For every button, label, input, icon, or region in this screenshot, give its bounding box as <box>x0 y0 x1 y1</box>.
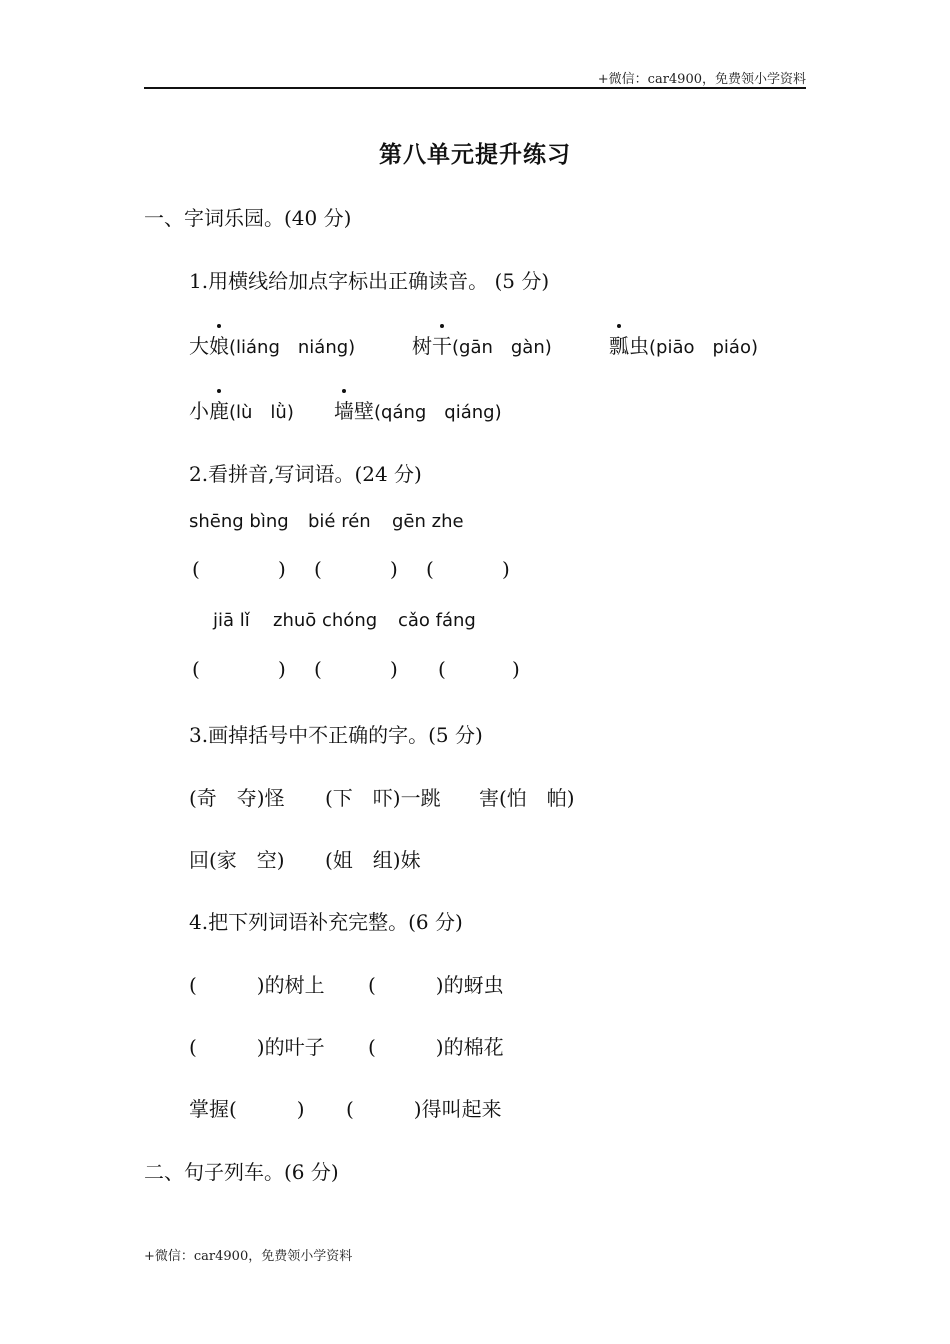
section1-heading: 一、字词乐园。(40 分) <box>144 206 352 230</box>
q1-item-4-pre: 小 <box>189 399 209 423</box>
q1-item-3-options: (piāo piáo) <box>649 337 758 358</box>
q1-item-5-post: 壁 <box>354 399 374 423</box>
q2-blank-2-open: ( <box>314 557 322 581</box>
q2-blank-1-open: ( <box>192 557 200 581</box>
q1-item-1-pre: 大 <box>189 334 209 358</box>
section2-heading: 二、句子列车。(6 分) <box>144 1160 339 1184</box>
q1-item-1-options: (liáng niáng) <box>229 337 356 358</box>
q2-blank-4-close: ) <box>278 657 286 681</box>
q1-item-4-dotted-char: 鹿 <box>209 395 229 424</box>
q4-item-6: ( )得叫起来 <box>346 1097 502 1121</box>
q2-blank-5-open: ( <box>314 657 322 681</box>
page-title: 第八单元提升练习 <box>379 141 571 168</box>
q1-item-3-post: 虫 <box>629 334 649 358</box>
q1-item-2-dotted-char: 干 <box>432 330 452 359</box>
q4-item-3: ( )的叶子 <box>189 1035 325 1059</box>
q2-blank-6-open: ( <box>438 657 446 681</box>
q1-item-2-pre: 树 <box>412 334 432 358</box>
q2-blank-3-close: ) <box>502 557 510 581</box>
q4-item-4: ( )的棉花 <box>368 1035 504 1059</box>
q3-item-3: 害(怕 帕) <box>479 786 575 810</box>
q1-item-3-dotted-char: 瓢 <box>609 330 629 359</box>
q2-pinyin-5: zhuō chóng <box>273 610 378 631</box>
q4-item-5: 掌握( ) <box>189 1097 305 1121</box>
q2-pinyin-4: jiā lǐ <box>213 610 250 631</box>
q4-item-2: ( )的蚜虫 <box>368 973 504 997</box>
q2-blank-5-close: ) <box>390 657 398 681</box>
q2-prompt: 2.看拼音,写词语。(24 分) <box>189 462 422 486</box>
header-note: +微信：car4900，免费领小学资料 <box>597 72 806 87</box>
q3-item-2: (下 吓)一跳 <box>325 786 441 810</box>
footer-note: +微信：car4900，免费领小学资料 <box>144 1249 353 1264</box>
q2-blank-2-close: ) <box>390 557 398 581</box>
q1-item-5-options: (qáng qiáng) <box>374 402 502 423</box>
q1-item-2 <box>412 330 552 359</box>
q4-item-1: ( )的树上 <box>189 973 325 997</box>
header-divider <box>144 87 806 89</box>
q2-blank-1-close: ) <box>278 557 286 581</box>
q3-prompt: 3.画掉括号中不正确的字。(5 分) <box>189 723 483 747</box>
q1-item-1-dotted-char: 娘 <box>209 330 229 359</box>
q2-blank-6-close: ) <box>512 657 520 681</box>
q1-item-3 <box>609 330 758 359</box>
q1-item-5-dotted-char: 墙 <box>334 395 354 424</box>
q1-item-1 <box>189 330 355 359</box>
q3-item-5: (姐 组)妹 <box>325 848 421 872</box>
q3-item-1: (奇 夺)怪 <box>189 786 285 810</box>
q2-blank-3-open: ( <box>426 557 434 581</box>
q2-blank-4-open: ( <box>192 657 200 681</box>
q2-pinyin-2: bié rén <box>308 511 371 532</box>
q2-pinyin-6: cǎo fáng <box>398 610 476 631</box>
q1-prompt: 1.用横线给加点字标出正确读音。 (5 分) <box>189 269 550 293</box>
q1-item-4-options: (lù lǜ) <box>229 402 294 423</box>
q3-item-4: 回(家 空) <box>189 848 285 872</box>
q2-pinyin-1: shēng bìng <box>189 511 289 532</box>
q2-pinyin-3: gēn zhe <box>392 511 464 532</box>
q4-prompt: 4.把下列词语补充完整。(6 分) <box>189 910 463 934</box>
q1-item-2-options: (gān gàn) <box>452 337 552 358</box>
q1-item-5 <box>334 395 502 424</box>
q1-item-4 <box>189 395 294 424</box>
